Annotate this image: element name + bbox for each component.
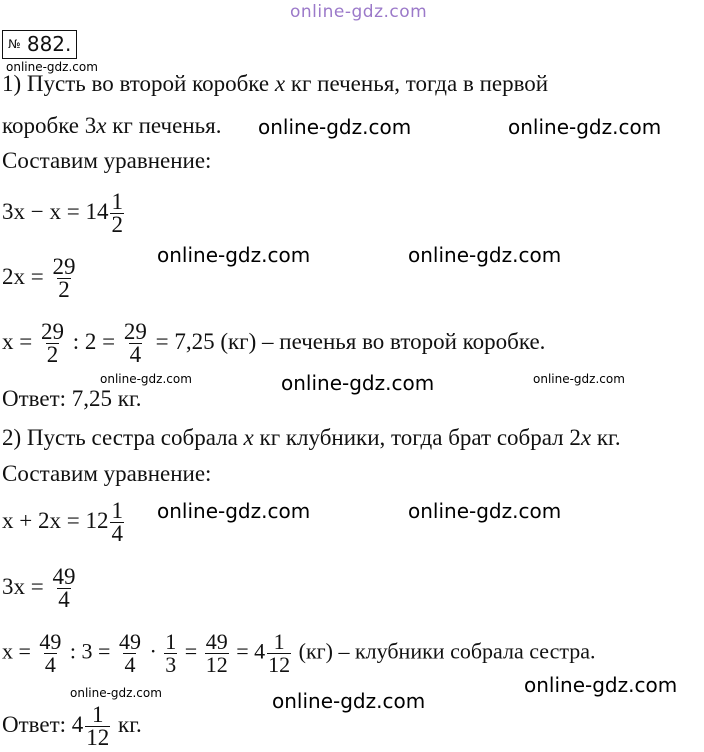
watermark: online-gdz.com bbox=[408, 243, 562, 267]
part2-eq1 bbox=[2, 500, 126, 545]
watermark: online-gdz.com bbox=[281, 371, 435, 395]
text: (кг) – клубники собрала сестра. bbox=[293, 638, 596, 664]
fraction bbox=[40, 321, 65, 366]
text: = bbox=[179, 638, 203, 664]
part1-compose: Составим уравнение: bbox=[2, 148, 212, 173]
numerator: 29 bbox=[52, 254, 76, 279]
denominator: 4 bbox=[111, 521, 123, 546]
numerator: 1 bbox=[111, 498, 123, 523]
fraction bbox=[267, 631, 291, 676]
part1-eq1 bbox=[2, 191, 126, 236]
part1-line2 bbox=[2, 113, 221, 139]
fraction bbox=[110, 500, 124, 545]
numerator: 29 bbox=[40, 319, 64, 344]
denominator: 2 bbox=[46, 342, 59, 367]
part2-compose: Составим уравнение: bbox=[2, 461, 212, 486]
text: x = bbox=[2, 638, 37, 664]
numerator: 49 bbox=[205, 629, 228, 654]
eq-lhs: 3x = bbox=[2, 573, 50, 599]
fraction bbox=[85, 704, 110, 749]
watermark: online-gdz.com bbox=[533, 372, 625, 386]
text: 2) Пусть сестра собрала bbox=[2, 425, 244, 450]
text: · bbox=[143, 638, 163, 664]
text: Ответ: 4 bbox=[2, 711, 84, 737]
problem-number-text: 882. bbox=[26, 32, 72, 56]
denominator: 12 bbox=[268, 652, 291, 677]
number-sign: № bbox=[8, 37, 21, 51]
text: = 4 bbox=[230, 638, 266, 664]
denominator: 12 bbox=[86, 725, 110, 750]
fraction bbox=[205, 631, 229, 676]
watermark: online-gdz.com bbox=[157, 243, 311, 267]
fraction bbox=[118, 631, 142, 676]
text: кг. bbox=[591, 425, 621, 450]
watermark: online-gdz.com bbox=[6, 60, 98, 74]
text: = 7,25 (кг) – печенья во второй коробке. bbox=[149, 328, 546, 354]
fraction bbox=[51, 256, 76, 301]
numerator: 1 bbox=[92, 702, 104, 727]
watermark-top: online-gdz.com bbox=[290, 2, 428, 22]
denominator: 4 bbox=[58, 587, 70, 612]
numerator: 49 bbox=[39, 629, 62, 654]
part1-line1 bbox=[2, 71, 548, 97]
part2-answer bbox=[2, 704, 142, 749]
numerator: 29 bbox=[123, 319, 147, 344]
watermark: online-gdz.com bbox=[524, 673, 678, 697]
denominator: 2 bbox=[58, 277, 70, 302]
numerator: 1 bbox=[111, 189, 123, 214]
numerator: 49 bbox=[118, 629, 141, 654]
text: кг клубники, тогда брат собрал 2 bbox=[253, 425, 581, 450]
fraction bbox=[110, 191, 124, 236]
denominator: 2 bbox=[111, 212, 123, 237]
watermark: online-gdz.com bbox=[258, 115, 412, 139]
watermark: online-gdz.com bbox=[70, 686, 162, 700]
watermark: online-gdz.com bbox=[157, 499, 311, 523]
text: кг печенья, тогда в первой bbox=[285, 71, 549, 96]
eq-lhs: 3x − x = 14 bbox=[2, 198, 109, 224]
watermark: online-gdz.com bbox=[272, 689, 426, 713]
variable: x bbox=[96, 113, 107, 138]
part2-line1 bbox=[2, 425, 621, 451]
eq-lhs: 2x = bbox=[2, 263, 50, 289]
denominator: 4 bbox=[124, 652, 136, 677]
fraction bbox=[123, 321, 148, 366]
part2-eq3 bbox=[2, 631, 596, 676]
variable: x bbox=[274, 71, 286, 96]
watermark: online-gdz.com bbox=[508, 115, 662, 139]
variable: x bbox=[243, 425, 254, 450]
variable: x bbox=[580, 425, 592, 450]
denominator: 12 bbox=[205, 652, 228, 677]
fraction bbox=[51, 566, 76, 611]
numerator: 1 bbox=[273, 629, 285, 654]
numerator: 49 bbox=[52, 564, 76, 589]
part1-answer: Ответ: 7,25 кг. bbox=[2, 386, 142, 411]
text: : 3 = bbox=[64, 638, 116, 664]
text: кг печенья. bbox=[106, 113, 222, 138]
part1-eq3 bbox=[2, 321, 545, 366]
text: x = bbox=[2, 328, 38, 354]
numerator: 1 bbox=[165, 629, 177, 654]
watermark: online-gdz.com bbox=[100, 372, 192, 386]
denominator: 3 bbox=[165, 652, 177, 677]
denominator: 4 bbox=[44, 652, 56, 677]
part2-eq2 bbox=[2, 566, 78, 611]
denominator: 4 bbox=[129, 342, 142, 367]
fraction bbox=[164, 631, 177, 676]
text: : 2 = bbox=[66, 328, 121, 354]
text: 1) Пусть во второй коробке bbox=[2, 71, 275, 96]
watermark: online-gdz.com bbox=[408, 499, 562, 523]
eq-lhs: x + 2x = 12 bbox=[2, 507, 109, 533]
problem-number bbox=[2, 30, 77, 59]
part1-eq2 bbox=[2, 256, 78, 301]
fraction bbox=[38, 631, 62, 676]
text: кг. bbox=[112, 711, 142, 737]
text: коробке 3 bbox=[2, 113, 97, 138]
